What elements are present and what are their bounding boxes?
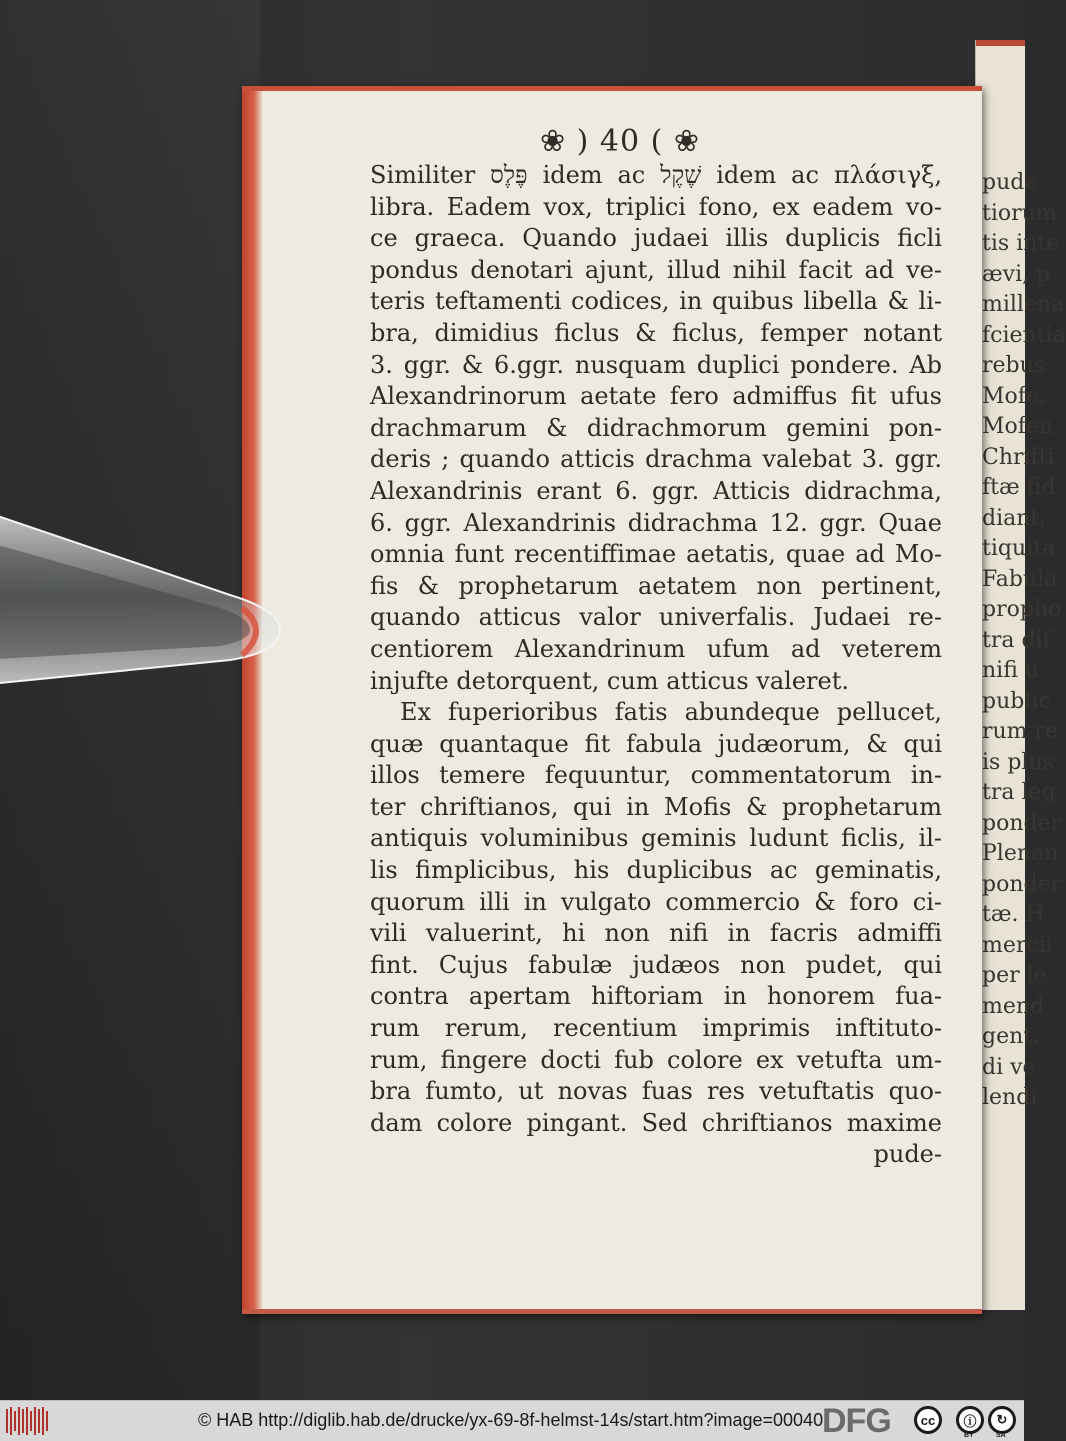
text-line: ter chriftianos, qui in Mofis & prophetarum (370, 792, 942, 821)
text-line: teris teftamenti codices, in quibus libella & li- (370, 287, 942, 316)
copyright-link[interactable]: © HAB http://diglib.hab.de/drucke/yx-69-8f-helmst-14s/start.htm?image=00040 (198, 1410, 824, 1430)
text-line: bra fumto, ut novas fuas res vetuftatis quo- (370, 1077, 942, 1106)
next-page-text-fragment: rum re (982, 719, 1059, 744)
next-page-text-fragment: ftæ fid (982, 475, 1056, 500)
text-line: ce graeca. Quando judaei illis duplicis ficli (370, 224, 942, 253)
next-page-text-fragment: tæ. H (982, 902, 1045, 927)
next-page-text-fragment: di ve (982, 1054, 1036, 1080)
next-page-text-fragment: tra leg (982, 780, 1056, 805)
next-page-text-fragment: rebus (982, 353, 1046, 378)
text-line: rum, fingere docti fub colore ex vetufta um- (370, 1045, 942, 1074)
text-line: contra apertam hiftoriam in honorem fua- (370, 982, 942, 1011)
text-line: omnia funt recentiffimae aetatis, quae ad Mo- (370, 540, 942, 569)
text-line: Similiter פֶּלֶס idem ac שֶׁקֶל idem ac πλάσιγξ, (370, 161, 943, 189)
next-page-text-fragment: Fabula (982, 566, 1058, 592)
next-page-text-fragment: mend (982, 993, 1045, 1019)
next-page-edge (976, 40, 1025, 46)
next-page-text-fragment: tra dif (982, 627, 1051, 653)
text-line: Alexandrinis erant 6. ggr. Atticis didrachma, (370, 476, 942, 505)
dfg-logo: DFG (822, 1402, 891, 1440)
by-label: BY (964, 1432, 974, 1439)
text-line: drachmarum & didrachmorum gemini pon- (370, 413, 942, 442)
text-line: antiquis voluminibus geminis ludunt ficlis, il- (370, 824, 942, 853)
next-page-text-fragment: public (982, 688, 1051, 714)
text-line: Alexandrinorum aetate fero admiffus fit ufus (370, 382, 942, 411)
catchword: pude- (873, 1140, 942, 1169)
text-line: quæ quantaque fit fabula judæorum, & qui (370, 729, 942, 758)
text-line: lis fimplicibus, his duplicibus ac geminatis, (370, 856, 942, 885)
next-page-text-fragment: Mofe. (982, 383, 1046, 409)
text-line: centiorem Alexandrinum ufum ad veterem (370, 634, 942, 663)
page-red-edge-left (242, 86, 262, 1314)
sa-icon: ↻ (988, 1406, 1016, 1434)
next-page-text-fragment: fcientia (982, 322, 1066, 348)
next-page-text-fragment: Chrifti (982, 444, 1055, 470)
next-page-text-fragment: millena (982, 292, 1065, 317)
text-line: illos temere fequuntur, commentatorum in- (370, 761, 942, 790)
text-line: 6. ggr. Alexandrinis didrachma 12. ggr. Quae (370, 508, 942, 537)
text-line: pondus denotari ajunt, illud nihil facit ad ve- (370, 255, 942, 284)
text-line: dam colore pingant. Sed chriftianos maxime (370, 1108, 942, 1137)
cc-icon: cc (914, 1406, 942, 1434)
next-page-text-fragment: propho (982, 597, 1062, 622)
next-page-text-fragment: diant, (982, 505, 1047, 531)
next-page-text-fragment: per le (982, 963, 1047, 988)
next-page-text-fragment: tiquita (982, 536, 1056, 561)
backdrop-shadow (0, 0, 260, 1400)
text-line: deris ; quando atticis drachma valebat 3. ggr. (370, 445, 942, 474)
next-page-text-fragment: is plus (982, 749, 1054, 775)
page-header: ❀ ) 40 ( ❀ (540, 124, 700, 159)
next-page-text-fragment: Mofen (982, 414, 1054, 439)
next-page-text-fragment: ævi, p (982, 261, 1051, 287)
next-page-text-fragment: tiorum (982, 200, 1057, 226)
text-line: 3. ggr. & 6.ggr. nusquam duplici pondere. Ab (370, 350, 942, 379)
text-line: vili valuerint, hi non nifi in facris admiffi (370, 919, 942, 948)
next-page-fragment (975, 40, 1066, 1310)
page-red-edge-bottom (242, 1309, 982, 1314)
next-page-text-fragment: ponder (982, 810, 1062, 836)
text-line: libra. Eadem vox, triplici fono, ex eadem vo- (370, 192, 942, 221)
text-line: Ex fuperioribus fatis abundeque pellucet, (400, 698, 942, 727)
next-page-text-fragment: ponder (982, 871, 1062, 897)
text-line: fint. Cujus fabulæ judæos non pudet, qui (370, 950, 942, 979)
text-line: rum rerum, recentium imprimis inftituto- (370, 1014, 942, 1043)
next-page-text-fragment: Plenan (982, 841, 1059, 866)
page-body (370, 160, 942, 1171)
page-red-edge-top (242, 86, 982, 91)
text-line: injufte detorquent, cum atticus valeret. (370, 666, 850, 695)
text-line: fis & prophetarum aetatem non pertinent, (370, 571, 942, 600)
text-line: bra, dimidius ficlus & ficlus, femper notant (370, 318, 942, 347)
sa-label: SA (996, 1432, 1006, 1439)
footer-bar (0, 1400, 1024, 1441)
next-page-text-fragment: nifi u (982, 658, 1040, 683)
next-page-text-fragment: mercii (982, 932, 1053, 958)
next-page-text-fragment: pude (982, 170, 1038, 195)
next-page-text-fragment: tis inte (982, 231, 1060, 256)
text-line: quorum illi in vulgato commercio & foro ci- (370, 887, 942, 916)
text-line: quando atticus valor univerfalis. Judaei re- (370, 603, 942, 632)
next-page-text-fragment: gent. (982, 1024, 1040, 1049)
barcode-icon (6, 1407, 50, 1435)
by-icon: ⓘ (956, 1406, 984, 1434)
next-page-text-fragment: lendi (982, 1085, 1038, 1110)
